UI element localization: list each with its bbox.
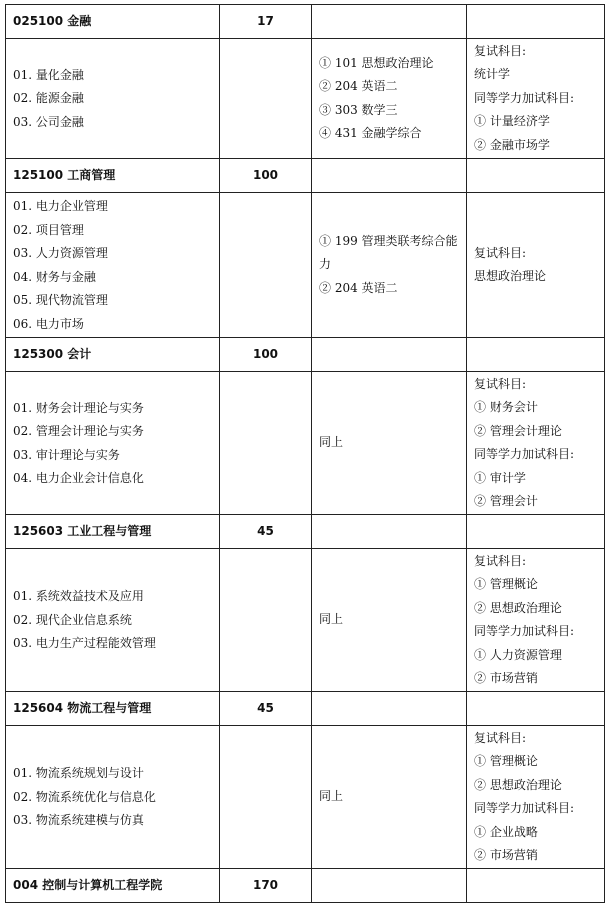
empty-cell — [312, 515, 467, 549]
retest-subject-item: ① 财务会计 — [474, 400, 538, 414]
research-direction-item: 02. 项目管理 — [13, 222, 84, 237]
exam-subject-item: 同上 — [319, 612, 344, 627]
program-detail-row — [6, 549, 605, 692]
admissions-table — [5, 4, 605, 903]
exam-subject-item: ③ 303 数学三 — [319, 102, 398, 117]
program-code-name: 125100 工商管理 — [6, 159, 220, 193]
research-direction-item: 01. 财务会计理论与实务 — [13, 400, 144, 415]
enrollment-quota: 100 — [220, 159, 312, 193]
empty-cell — [467, 338, 605, 372]
retest-subjects-cell — [467, 372, 605, 515]
retest-subjects-cell — [467, 193, 605, 338]
empty-cell — [312, 692, 467, 726]
research-directions-cell — [6, 193, 220, 338]
exam-subjects-cell — [312, 39, 467, 159]
retest-subject-item: 复试科目: — [474, 245, 527, 260]
retest-subject-item: 复试科目: — [474, 43, 527, 58]
retest-subject-item: ① 管理概论 — [474, 754, 538, 768]
research-direction-item: 02. 管理会计理论与实务 — [13, 424, 144, 438]
retest-subject-item: 复试科目: — [474, 730, 527, 745]
program-detail-row — [6, 372, 605, 515]
program-header-row — [6, 159, 605, 193]
retest-subject-item: ① 审计学 — [474, 470, 526, 485]
research-direction-item: 01. 电力企业管理 — [13, 199, 108, 213]
retest-subject-item: ② 管理会计 — [474, 494, 538, 508]
program-header-row — [6, 692, 605, 726]
empty-cell — [312, 338, 467, 372]
program-header-row — [6, 869, 605, 903]
exam-subject-item: ② 204 英语二 — [319, 79, 398, 93]
retest-subject-item: ① 企业战略 — [474, 824, 538, 839]
exam-subjects-cell — [312, 372, 467, 515]
empty-cell — [220, 39, 312, 159]
retest-subject-item: ① 计量经济学 — [474, 114, 550, 129]
retest-subject-item: 统计学 — [474, 67, 511, 82]
exam-subject-item: ④ 431 金融学综合 — [319, 126, 422, 140]
table-body — [6, 5, 605, 903]
exam-subject-item: ① 199 管理类联考综合能力 — [319, 233, 458, 272]
research-directions-cell — [6, 372, 220, 515]
retest-subjects-cell — [467, 39, 605, 159]
research-direction-item: 02. 能源金融 — [13, 91, 84, 106]
empty-cell — [220, 372, 312, 515]
empty-cell — [312, 5, 467, 39]
research-direction-item: 01. 系统效益技术及应用 — [13, 589, 144, 604]
research-direction-item: 03. 物流系统建模与仿真 — [13, 813, 144, 828]
research-direction-item: 04. 电力企业会计信息化 — [13, 471, 144, 485]
retest-subjects-cell — [467, 726, 605, 869]
program-header-row — [6, 338, 605, 372]
retest-subject-item: ① 管理概论 — [474, 577, 538, 591]
research-directions-cell — [6, 726, 220, 869]
empty-cell — [467, 869, 605, 903]
retest-subject-item: 思想政治理论 — [474, 269, 547, 283]
research-directions-cell — [6, 549, 220, 692]
program-detail-row — [6, 726, 605, 869]
empty-cell — [467, 159, 605, 193]
empty-cell — [467, 692, 605, 726]
empty-cell — [220, 193, 312, 338]
exam-subject-item: 同上 — [319, 435, 344, 450]
retest-subject-item: 同等学力加试科目: — [474, 801, 575, 815]
retest-subject-item: ① 人力资源管理 — [474, 647, 562, 662]
research-direction-item: 03. 审计理论与实务 — [13, 447, 120, 462]
retest-subject-item: ② 管理会计理论 — [474, 423, 562, 438]
empty-cell — [312, 159, 467, 193]
enrollment-quota: 100 — [220, 338, 312, 372]
exam-subject-item: ① 101 思想政治理论 — [319, 55, 434, 70]
research-direction-item: 02. 现代企业信息系统 — [13, 612, 132, 627]
retest-subjects-cell — [467, 549, 605, 692]
retest-subject-item: 复试科目: — [474, 376, 527, 391]
research-direction-item: 01. 量化金融 — [13, 67, 84, 82]
empty-cell — [220, 549, 312, 692]
exam-subjects-cell — [312, 726, 467, 869]
research-directions-cell — [6, 39, 220, 159]
retest-subject-item: 同等学力加试科目: — [474, 447, 575, 461]
exam-subjects-cell — [312, 549, 467, 692]
program-code-name: 125603 工业工程与管理 — [6, 515, 220, 549]
empty-cell — [467, 515, 605, 549]
retest-subject-item: ② 思想政治理论 — [474, 777, 562, 792]
program-code-name: 004 控制与计算机工程学院 — [6, 869, 220, 903]
exam-subject-item: 同上 — [319, 789, 344, 804]
research-direction-item: 06. 电力市场 — [13, 316, 84, 331]
program-code-name: 125300 会计 — [6, 338, 220, 372]
enrollment-quota: 170 — [220, 869, 312, 903]
research-direction-item: 01. 物流系统规划与设计 — [13, 766, 144, 781]
retest-subject-item: 复试科目: — [474, 553, 527, 568]
empty-cell — [467, 5, 605, 39]
research-direction-item: 05. 现代物流管理 — [13, 293, 108, 307]
program-code-name: 125604 物流工程与管理 — [6, 692, 220, 726]
retest-subject-item: ② 金融市场学 — [474, 137, 550, 152]
research-direction-item: 02. 物流系统优化与信息化 — [13, 789, 156, 804]
program-header-row — [6, 5, 605, 39]
program-code-name: 025100 金融 — [6, 5, 220, 39]
empty-cell — [312, 869, 467, 903]
program-header-row — [6, 515, 605, 549]
retest-subject-item: ② 思想政治理论 — [474, 600, 562, 615]
enrollment-quota: 17 — [220, 5, 312, 39]
research-direction-item: 03. 公司金融 — [13, 114, 84, 129]
program-detail-row — [6, 39, 605, 159]
research-direction-item: 03. 电力生产过程能效管理 — [13, 636, 156, 651]
retest-subject-item: 同等学力加试科目: — [474, 624, 575, 638]
enrollment-quota: 45 — [220, 515, 312, 549]
empty-cell — [220, 726, 312, 869]
exam-subjects-cell — [312, 193, 467, 338]
retest-subject-item: ② 市场营销 — [474, 848, 538, 862]
enrollment-quota: 45 — [220, 692, 312, 726]
program-detail-row — [6, 193, 605, 338]
retest-subject-item: 同等学力加试科目: — [474, 90, 575, 105]
retest-subject-item: ② 市场营销 — [474, 671, 538, 685]
research-direction-item: 03. 人力资源管理 — [13, 246, 108, 260]
exam-subject-item: ② 204 英语二 — [319, 280, 398, 295]
research-direction-item: 04. 财务与金融 — [13, 269, 96, 284]
